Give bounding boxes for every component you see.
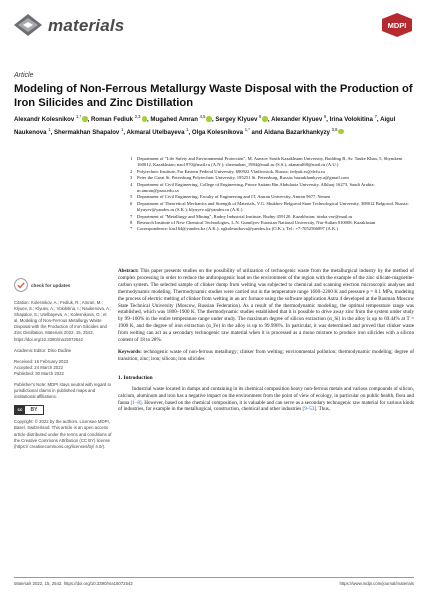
affiliation-item: 6 Department of Theoretical Mechanics and Strength of Materials, V.G. Shukhov Belgorod State Technological University, 308012 Belgorod, Russia; klyuyev@yandex.ru (S.K.); klyuyev.a@yandex.ru (A.K.) [130, 200, 409, 213]
affiliation-item: 2 Polytechnic Institute, Far Eastern Federal University, 690922 Vladivostok, Russia; fedyuk.rs@dvfu.ru [130, 168, 325, 174]
accepted-date: Accepted: 24 March 2022 [14, 364, 63, 370]
article-type: Article [14, 72, 34, 79]
publisher-note: Publisher's Note: MDPI stays neutral with regard to jurisdictional claims in published maps and institutional affiliations. [14, 382, 112, 400]
check-updates-icon [14, 278, 28, 292]
check-updates-label: check for updates [31, 282, 71, 288]
citation-block: Citation: Kolesnikov, A.; Fediuk, R.; Amran, M.; Klyuev, S.; Klyuev, A.; Volokitina, I.; Naukenova, A.; Shapalov, S.; Utelbayeva, A.; Kolesnikova, O.; et al. Modeling of Non-Ferrous Metallurgy Waste Disposal with the Production of Iron Silicides and Zinc Distillation. Materials 2022, 15, 2542. https://doi.org/10.3390/ma15072542 [14, 300, 112, 342]
affiliation-list [130, 156, 414, 233]
intro-text-part: . However, based on the chemical composition, it is valuable and can serve as a secondary technogenic raw material for various kinds of industries, for example in the metallurgical, construction, chemical and other industries [118, 399, 414, 413]
author-name: Alexandr Kolesnikov $^{1,*}$ [14, 116, 88, 123]
reference-link[interactable]: [1–8] [130, 399, 142, 406]
footer-journal-url[interactable]: https://www.mdpi.com/journal/materials [339, 581, 414, 586]
abstract-text: This paper presents studies on the possibility of utilization of technogenic waste from the metallurgical industry by the method of complex processing in order to reduce the anthropogenic load on the environment of the region with the example of the zinc silicate-magnetite-carbon system. The selected sample of clinker dump from welting was subjected to chemical and scanning electron microscopic analyses and thermodynamic modeling. Thermodynamic studies were carried out in the temperature range 1600–2200 K and pressure p = 0.1 MPa, modeling the process of electric melting of clinker from welting in an arc furnace using the software application Astra 4 developed at the Bauman Moscow State Technical University (Moscow, Russian Federation). As a result of the thermodynamic modeling, the optimal temperature range was established, which was 1800–1900 K. The thermodynamic studies established that it is possible to drive away zinc from the system under study by 99–100% in the entire temperature range under study. The maximum degree of silicon extraction (α_Si) in the alloy is up to 69.44% at T = 1900 K, and the degree of iron extraction (α_Fe) in the alloy is up to 99.996%. In particular, it was determined and proved that clinker waste from welting can act as a secondary technogenic raw material when it is processed as a mono mixture to produce iron silicides with a silicon content of 18 to 28%. [118, 268, 414, 344]
check-updates-badge[interactable] [14, 278, 112, 292]
keywords [118, 349, 414, 363]
article-title: Modeling of Non-Ferrous Metallurgy Waste Disposal with the Production of Iron Silicides and Zinc Distillation [14, 83, 413, 109]
article-sidebar [14, 278, 112, 455]
affiliation-item: * Correspondence: kas164@yandex.kz (A.K.); ogkolesnikova@yandex.kz (O.K.); Tel.: +7-7052566897 (A.K.) [130, 226, 338, 232]
orcid-icon[interactable] [338, 129, 344, 135]
footer-journal: Materials [14, 581, 32, 586]
cc-license-badge[interactable] [14, 405, 44, 415]
author-name: Sergey Klyuev $^6$ [215, 116, 268, 123]
author-name: Irina Volokitina $^7$ [329, 114, 377, 124]
main-column [118, 268, 414, 413]
introduction-paragraph [118, 386, 414, 414]
publisher-name: MDPI [387, 21, 407, 30]
abstract [118, 268, 414, 344]
affiliation-item: 3 Peter the Great St. Petersburg Polytechnic University, 195251 St. Petersburg, Russia; bazarkhankyzy.a@gmail.com [130, 175, 349, 181]
affiliation-item: 1 Department of "Life Safety and Environmental Protection", M. Auezov South Kazakhstan University, Building B, Av. Tauke Khan, 5, Shymkent 160012, Kazakhstan; nau1970@mail.ru (A.N.); shermahan_1984@mail.ru (S.S.); akmaral68@mail.ru (A.U.) [130, 156, 403, 168]
keywords-text: technogenic waste of non-ferrous metallurgy; clinker from welting; environmental pollution; thermodynamic modeling; degree of transition; zinc; iron; silicon; iron silicides [118, 348, 414, 362]
journal-name: materials [48, 16, 125, 35]
author-list: Alexandr Kolesnikov $^{1,*}$ , Roman Fediuk $^{2,3}$ , Mugahed Amran $^{4,5}$ , Sergey Klyuev $^6$ , Alexander Klyuev $^6$, Irina Volokitina $^7$, Aigul Naukenova $^1$, Shermakhan Shapalov $^1$, Akmaral Utelbayeva $^1$, Olga Kolesnikova $^{1,*}$ and Aidana Bazarkhankyzy $^{3,8}$ [14, 114, 396, 136]
intro-text-part: Industrial waste located in dumps and containing in its chemical composition heavy non-ferrous metals and various compounds of silicon, calcium, aluminum and iron has a negative impact on the environment from the point of view of ecology, in particular on public health, flora and fauna [118, 385, 414, 406]
copyright-block: Copyright: © 2022 by the authors. Licensee MDPI, Basel, Switzerland. This article is an open access article distributed under the terms and conditions of the Creative Commons Attribution (CC BY) license (https:// creativecommons.org/licenses/by/ 4.0/). [14, 419, 112, 449]
footer-doi[interactable]: 2022, 15, 2542. https://doi.org/10.3390/ma15072542 [31, 581, 133, 586]
author-name: Akmaral Utelbayeva $^1$ [126, 126, 189, 136]
cc-icon: cc [15, 405, 25, 415]
intro-text-part: . Thus, [316, 406, 331, 413]
materials-logo-icon [14, 14, 42, 36]
author-name: Mugahed Amran $^{4,5}$ [150, 116, 212, 123]
published-date: Published: 30 March 2022 [14, 370, 64, 376]
reference-link[interactable]: [9–53] [302, 406, 317, 413]
author-name: Aigul Naukenova $^1$ [14, 116, 396, 136]
mdpi-logo-icon [382, 13, 412, 37]
author-name: Alexander Klyuev $^6$ [271, 114, 327, 124]
cc-by-label: BY [30, 407, 38, 414]
academic-editor: Academic Editor: Dino Dudine [14, 347, 72, 353]
journal-header [14, 10, 412, 40]
author-name: Aidana Bazarkhankyzy $^{3,8}$ [264, 129, 344, 136]
footer-citation [14, 581, 133, 586]
author-name: Shermakhan Shapalov $^1$ [53, 126, 124, 136]
affiliation-item: 5 Department of Civil Engineering, Faculty of Engineering and IT, Amran University, Amran 9677, Yemen [130, 194, 331, 200]
page-footer [14, 577, 414, 586]
author-name: Roman Fediuk $^{2,3}$ [91, 116, 147, 123]
section-heading-introduction: 1. Introduction [118, 374, 153, 381]
affiliation-item: 8 Research Institute of New Chemical Technologies, L.N. Gumilyov Eurasian National University, Nur-Sultan 010008, Kazakhstan [130, 220, 376, 226]
affiliation-item: 7 Department of "Metallurgy and Mining", Rudny Industrial Institute, Rudny 459120, Kazakhstan; irinka.vav@mail.ru [130, 213, 353, 219]
affiliation-item: 4 Department of Civil Engineering, College of Engineering, Prince Sattam Bin Abdulaziz University, Alkharj 16273, Saudi Arabia; m.amran@psau.edu.sa [130, 181, 375, 194]
author-name: Olga Kolesnikova $^{1,*}$ [191, 126, 250, 136]
keywords-label: Keywords: [118, 348, 142, 355]
received-date: Received: 16 February 2022 [14, 358, 69, 364]
abstract-label: Abstract: [118, 268, 139, 274]
